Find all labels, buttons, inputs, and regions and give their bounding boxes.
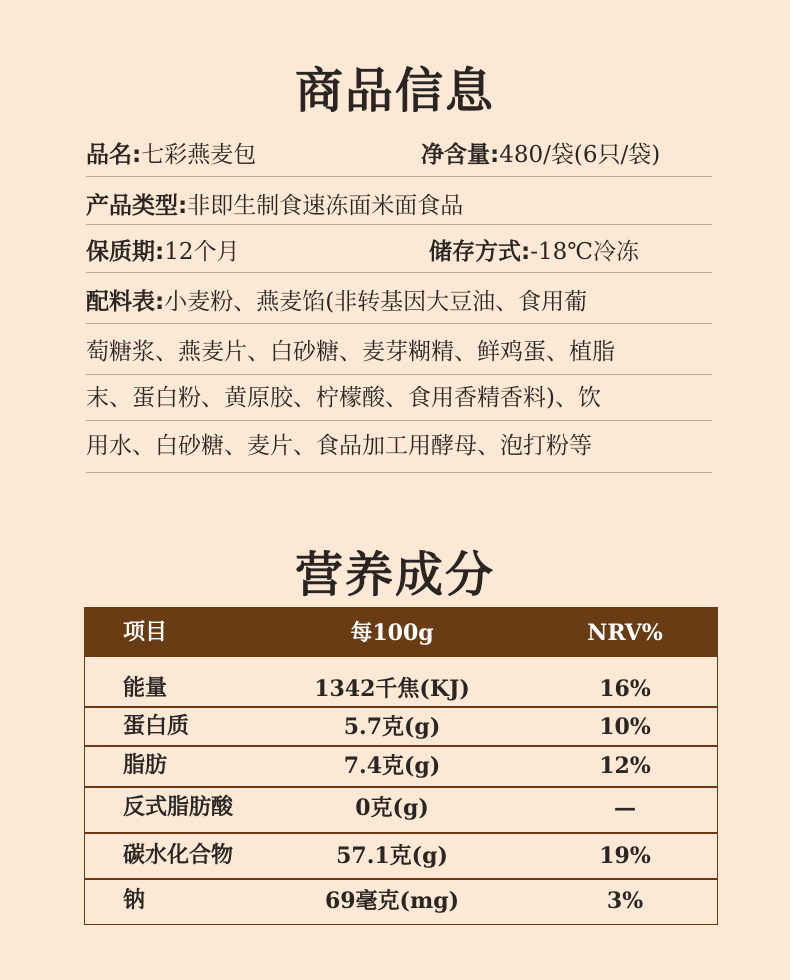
ingredients-line-3: 末、蛋白粉、黄原胶、柠檬酸、食用香精香料)、饮 [86, 385, 601, 411]
ingredients-line-4: 用水、白砂糖、麦片、食品加工用酵母、泡打粉等 [86, 433, 592, 459]
nutrient-amount: 0克(g) [355, 795, 429, 821]
nutrient-name: 脂肪 [123, 753, 168, 778]
net-content-value: 480/袋(6只/袋) [499, 142, 661, 168]
divider [86, 323, 712, 324]
divider [86, 224, 712, 225]
nutrient-nrv: 12% [599, 753, 651, 779]
product-type-value: 非即生制食速冻面米面食品 [187, 193, 464, 219]
nutrient-amount: 5.7克(g) [343, 714, 441, 740]
divider [86, 472, 712, 473]
product-type-row [86, 191, 712, 221]
header-per-100g: 每100g [350, 620, 434, 646]
row-divider [85, 786, 717, 788]
row-divider [85, 832, 717, 834]
nutrient-nrv: 19% [599, 843, 651, 869]
storage-value: -18℃冷冻 [530, 239, 639, 265]
divider [86, 374, 712, 375]
divider [86, 272, 712, 273]
shelf-life-row [86, 237, 712, 267]
nutrient-name: 能量 [123, 676, 168, 701]
shelf-life-label: 保质期: [86, 239, 165, 265]
nutrient-amount: 7.4克(g) [343, 753, 441, 779]
nutrient-nrv: 10% [599, 714, 651, 740]
nutrient-name: 蛋白质 [123, 714, 190, 739]
divider [86, 420, 712, 421]
row-divider [85, 745, 717, 747]
product-name-label: 品名: [86, 142, 142, 168]
nutrient-nrv: 3% [606, 888, 644, 914]
nutrient-nrv: — [614, 795, 636, 821]
ingredients-line-1 [86, 287, 712, 317]
product-type-label: 产品类型: [86, 193, 188, 219]
nutrient-name: 反式脂肪酸 [123, 795, 234, 820]
ingredients-text-1: 小麦粉、燕麦馅(非转基因大豆油、食用葡 [164, 289, 588, 315]
row-divider [85, 706, 717, 708]
nutrition-header-row [85, 608, 717, 657]
header-nrv: NRV% [587, 620, 663, 646]
divider [86, 176, 712, 177]
nutrient-amount: 1342千焦(KJ) [314, 676, 470, 702]
row-divider [85, 878, 717, 880]
ingredients-line-2: 萄糖浆、燕麦片、白砂糖、麦芽糊精、鲜鸡蛋、植脂 [86, 339, 615, 365]
product-name-row [86, 140, 712, 170]
nutrient-name: 碳水化合物 [123, 843, 234, 868]
product-info-title: 商品信息 [294, 63, 495, 119]
storage-label: 储存方式: [429, 239, 531, 265]
ingredients-label: 配料表: [86, 289, 165, 315]
nutrition-title: 营养成分 [294, 547, 495, 603]
shelf-life-value: 12个月 [164, 239, 240, 265]
header-item: 项目 [123, 620, 168, 645]
nutrition-table [84, 607, 718, 925]
nutrient-amount: 69毫克(mg) [324, 888, 460, 914]
nutrient-name: 钠 [123, 888, 146, 913]
product-name-value: 七彩燕麦包 [141, 142, 257, 168]
net-content-label: 净含量: [421, 142, 500, 168]
nutrient-amount: 57.1克(g) [336, 843, 448, 869]
nutrient-nrv: 16% [599, 676, 651, 702]
